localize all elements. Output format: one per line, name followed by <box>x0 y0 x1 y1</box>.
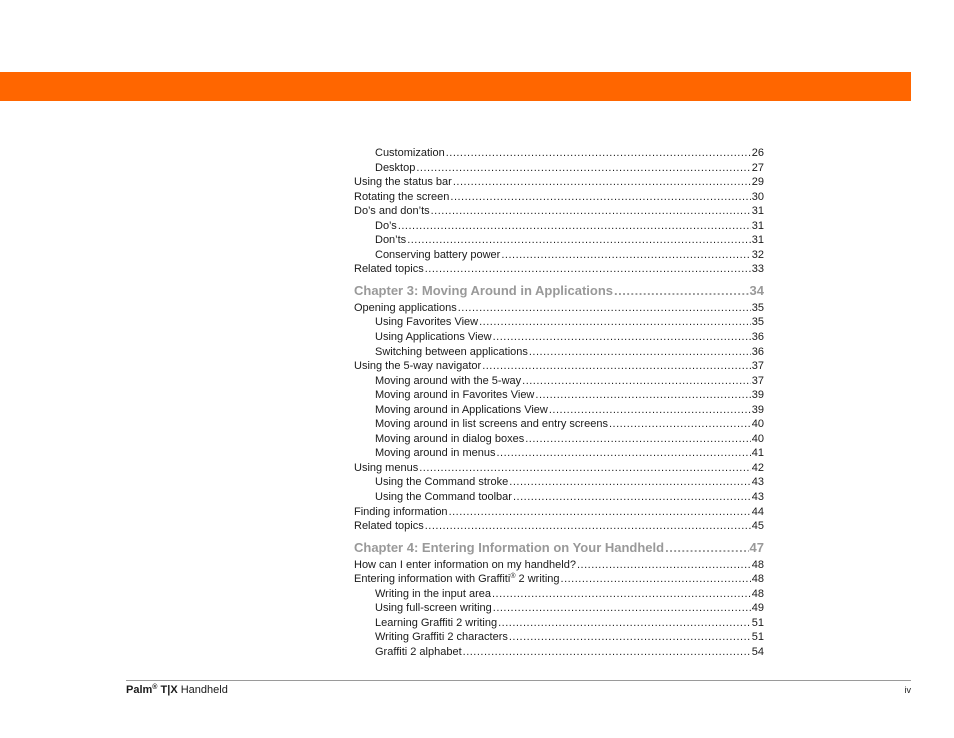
chapter-4-heading[interactable] <box>354 539 764 557</box>
toc-entry-title: Learning Graffiti 2 writing <box>375 616 498 629</box>
toc-entry[interactable] <box>354 616 764 631</box>
toc-entry[interactable] <box>354 403 764 418</box>
leader-dots <box>398 219 751 234</box>
toc-entry-title: Desktop <box>375 161 416 174</box>
leader-dots <box>561 572 751 587</box>
toc-entry[interactable] <box>354 190 764 205</box>
toc-entry-page: 51 <box>751 631 764 644</box>
leader-dots <box>492 587 751 602</box>
footer-page-number: iv <box>904 685 911 695</box>
toc-entry[interactable] <box>354 233 764 248</box>
leader-dots <box>493 330 751 345</box>
toc-entry-title: Conserving battery power <box>375 248 501 261</box>
chapter-3-heading[interactable] <box>354 282 764 300</box>
toc-entry[interactable] <box>354 330 764 345</box>
toc-entry[interactable] <box>354 315 764 330</box>
toc-entry[interactable] <box>354 175 764 190</box>
toc-entry-title: Graffiti 2 alphabet <box>375 645 462 658</box>
toc-entry-title: Using menus <box>354 461 419 474</box>
toc-entry-title: Moving around in menus <box>375 447 496 460</box>
leader-dots <box>535 388 750 403</box>
toc-entry-title: Moving around in dialog boxes <box>375 432 525 445</box>
toc-entry[interactable] <box>354 645 764 660</box>
leader-dots <box>501 248 750 263</box>
leader-dots <box>431 204 751 219</box>
toc-entry-title: Using the Command toolbar <box>375 491 512 504</box>
leader-dots <box>450 190 750 205</box>
toc-entry[interactable] <box>354 374 764 389</box>
toc-entry-title: Writing Graffiti 2 characters <box>375 631 508 644</box>
toc-entry-title: Don’ts <box>375 234 407 247</box>
toc-entry-page: 48 <box>751 558 764 571</box>
toc-entry[interactable] <box>354 417 764 432</box>
leader-dots <box>416 161 750 176</box>
leader-dots <box>665 539 748 557</box>
footer-product: Handheld <box>177 684 228 696</box>
toc-entry-title: Using full-screen writing <box>375 602 492 615</box>
footer-model: T|X <box>160 684 178 696</box>
toc-entry-title: Rotating the screen <box>354 190 450 203</box>
toc-entry-page: 40 <box>751 418 764 431</box>
chapter-page: 47 <box>749 539 764 555</box>
chapter-title: Chapter 3: Moving Around in Applications <box>354 282 614 298</box>
registered-mark: ® <box>510 573 516 581</box>
table-of-contents <box>354 146 764 660</box>
toc-entry-page: 27 <box>751 161 764 174</box>
toc-entry[interactable] <box>354 519 764 534</box>
footer-brand: Palm <box>126 684 153 696</box>
toc-entry[interactable] <box>354 248 764 263</box>
toc-entry[interactable] <box>354 204 764 219</box>
toc-entry-page: 33 <box>751 263 764 276</box>
toc-entry-page: 45 <box>751 520 764 533</box>
toc-entry-page: 31 <box>751 205 764 218</box>
toc-entry[interactable] <box>354 461 764 476</box>
toc-entry-page: 43 <box>751 491 764 504</box>
leader-dots <box>513 490 751 505</box>
leader-dots <box>614 282 748 300</box>
leader-dots <box>496 446 750 461</box>
footer-product-name <box>126 683 228 697</box>
toc-entry-page: 39 <box>751 389 764 402</box>
toc-entry[interactable] <box>354 432 764 447</box>
toc-entry-title: Using Applications View <box>375 331 492 344</box>
toc-entry[interactable] <box>354 345 764 360</box>
leader-dots <box>449 505 751 520</box>
toc-entry[interactable] <box>354 359 764 374</box>
toc-entry-page: 54 <box>751 645 764 658</box>
toc-entry-page: 42 <box>751 461 764 474</box>
toc-entry-title: Moving around in list screens and entry screens <box>375 418 608 431</box>
toc-entry-title: Writing in the input area <box>375 587 491 600</box>
toc-entry-page: 41 <box>751 447 764 460</box>
leader-dots <box>609 417 751 432</box>
footer-divider <box>126 680 911 681</box>
leader-dots <box>522 374 751 389</box>
toc-entry-title: Opening applications <box>354 301 457 314</box>
toc-entry[interactable] <box>354 388 764 403</box>
toc-entry-page: 43 <box>751 476 764 489</box>
toc-entry-title <box>354 572 560 587</box>
toc-entry[interactable] <box>354 558 764 573</box>
leader-dots <box>425 519 751 534</box>
leader-dots <box>446 146 751 161</box>
graffiti-title-pre: Entering information with Graffiti <box>354 573 511 586</box>
toc-entry-page: 48 <box>751 587 764 600</box>
graffiti-title-post: 2 writing <box>515 573 560 586</box>
toc-entry-title: Moving around with the 5-way <box>375 374 522 387</box>
leader-dots <box>498 616 751 631</box>
toc-entry-title: Customization <box>375 147 445 159</box>
toc-section-1 <box>354 146 764 277</box>
toc-entry[interactable] <box>354 572 764 587</box>
toc-entry-page: 44 <box>751 505 764 518</box>
toc-entry-page: 31 <box>751 234 764 247</box>
toc-entry[interactable] <box>354 490 764 505</box>
toc-entry-page: 32 <box>751 248 764 261</box>
toc-entry-page: 35 <box>751 316 764 329</box>
leader-dots <box>525 432 751 447</box>
toc-entry[interactable] <box>354 262 764 277</box>
toc-entry-title: Switching between applications <box>375 345 528 358</box>
toc-entry-title: Finding information <box>354 505 448 518</box>
toc-entry[interactable] <box>354 219 764 234</box>
registered-mark: ® <box>152 684 158 691</box>
toc-entry-page: 40 <box>751 432 764 445</box>
toc-entry-page: 31 <box>751 219 764 232</box>
toc-entry-page: 37 <box>751 374 764 387</box>
leader-dots <box>453 175 751 190</box>
toc-section-3 <box>354 587 764 660</box>
toc-entry-page: 26 <box>751 147 764 159</box>
leader-dots <box>493 601 751 616</box>
toc-entry-title: Using Favorites View <box>375 316 479 329</box>
leader-dots <box>549 403 751 418</box>
toc-entry[interactable] <box>354 505 764 520</box>
toc-entry[interactable] <box>354 301 764 316</box>
toc-entry-title: Moving around in Favorites View <box>375 389 535 402</box>
toc-entry-page: 29 <box>751 176 764 189</box>
toc-entry-page: 49 <box>751 602 764 615</box>
leader-dots <box>407 233 751 248</box>
toc-entry-title: Do’s <box>375 219 397 232</box>
toc-entry[interactable] <box>354 146 764 161</box>
toc-entry-title: Related topics <box>354 520 424 533</box>
toc-entry[interactable] <box>354 630 764 645</box>
toc-entry-page: 36 <box>751 331 764 344</box>
toc-entry[interactable] <box>354 475 764 490</box>
toc-entry-title: How can I enter information on my handheld? <box>354 558 576 571</box>
leader-dots <box>509 630 751 645</box>
chapter-title: Chapter 4: Entering Information on Your Handheld <box>354 539 665 555</box>
toc-entry-title: Related topics <box>354 263 424 276</box>
leader-dots <box>509 475 750 490</box>
leader-dots <box>479 315 751 330</box>
toc-entry-page: 30 <box>751 190 764 203</box>
toc-entry-title: Moving around in Applications View <box>375 403 548 416</box>
toc-entry-page: 36 <box>751 345 764 358</box>
leader-dots <box>419 461 751 476</box>
toc-section-2 <box>354 301 764 534</box>
toc-entry-page: 35 <box>751 301 764 314</box>
leader-dots <box>577 558 751 573</box>
toc-entry-page: 39 <box>751 403 764 416</box>
toc-entry-title: Using the Command stroke <box>375 476 509 489</box>
toc-entry[interactable] <box>354 446 764 461</box>
leader-dots <box>529 345 751 360</box>
toc-entry-title: Do’s and don’ts <box>354 205 430 218</box>
toc-entry-title: Using the 5-way navigator <box>354 360 482 373</box>
leader-dots <box>482 359 751 374</box>
toc-entry-page: 48 <box>751 573 764 586</box>
toc-entry[interactable] <box>354 587 764 602</box>
header-accent-bar <box>0 72 911 101</box>
toc-entry-title: Using the status bar <box>354 176 452 189</box>
leader-dots <box>458 301 751 316</box>
leader-dots <box>463 645 751 660</box>
chapter-page: 34 <box>749 282 764 298</box>
leader-dots <box>425 262 751 277</box>
toc-entry[interactable] <box>354 601 764 616</box>
toc-entry-page: 37 <box>751 360 764 373</box>
toc-entry-page: 51 <box>751 616 764 629</box>
toc-entry[interactable] <box>354 161 764 176</box>
